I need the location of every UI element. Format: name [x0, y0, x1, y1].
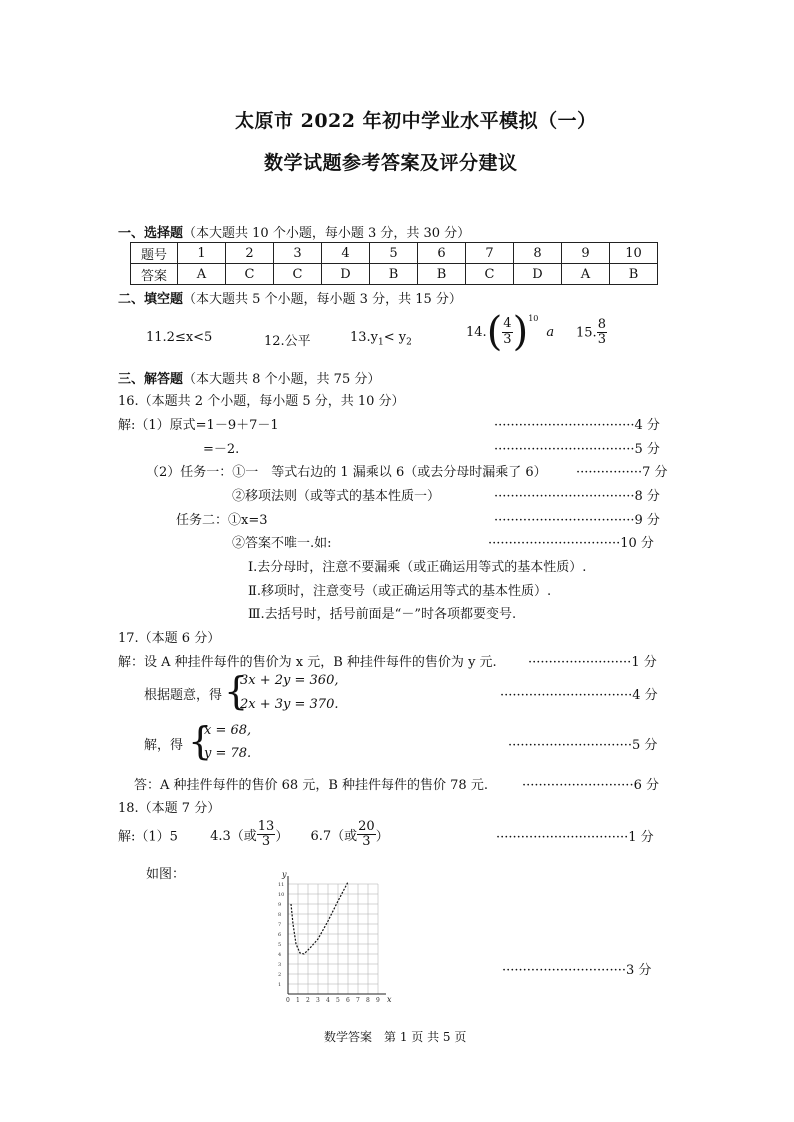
q17-solution-1: x = 68,	[204, 723, 252, 738]
graph-grid	[288, 884, 378, 994]
score-dots: ······························3 分	[502, 963, 652, 978]
page-footer: 数学答案 第 1 页 共 5 页	[324, 1030, 467, 1044]
left-brace-icon: {	[188, 719, 213, 763]
graph-curve	[291, 882, 348, 954]
y-tick-label: 1	[278, 982, 282, 988]
fill-14-exponent: 10	[528, 314, 539, 323]
q18-answer-1: 解:（1）5	[118, 829, 178, 845]
q18-fraction-2	[357, 820, 376, 850]
q18-fraction-2-num: 20	[358, 819, 375, 834]
graph-x-label: x	[387, 995, 392, 1004]
y-tick-label: 4	[278, 952, 282, 958]
y-tick-label: 6	[278, 932, 282, 938]
table-cell: 6	[418, 243, 466, 264]
fill-14-fraction	[502, 317, 512, 347]
score-dots: ································1 分	[496, 830, 654, 845]
y-tick-label: 7	[278, 922, 282, 928]
graph-ticks	[278, 882, 380, 1004]
table-cell: C	[226, 264, 274, 285]
table-cell: 7	[466, 243, 514, 264]
choice-answer-table	[130, 242, 658, 285]
section-fill-note: （本大题共 5 个小题，每小题 3 分，共 15 分）	[183, 292, 462, 307]
table-cell: B	[370, 264, 418, 285]
section-choice-label: 一、选择题	[118, 226, 184, 241]
q17-line-3: 解，得	[144, 738, 184, 753]
q18-fraction-1-num: 13	[257, 819, 275, 834]
section-choice-note: （本大题共 10 个小题，每小题 3 分，共 30 分）	[183, 226, 471, 241]
score-q16-1: 4 分	[634, 418, 660, 433]
score-q16-2: 5 分	[634, 442, 660, 457]
x-tick-label: 4	[326, 997, 330, 1004]
q18-close-paren-2: ）	[375, 829, 389, 845]
right-paren-icon: )	[512, 309, 529, 355]
q18-line-1	[118, 820, 389, 850]
section-solve-heading	[118, 368, 380, 387]
left-brace-icon: {	[224, 669, 249, 713]
y-tick-label: 2	[278, 972, 282, 978]
score-dots: ··································9 分	[494, 513, 660, 528]
q16-line-2: =－2.	[203, 442, 240, 457]
fill-answer-13	[350, 330, 412, 348]
fill-13-sub2: 2	[406, 337, 412, 348]
fill-14-prefix: 14.	[466, 324, 487, 340]
y-tick-label: 8	[278, 912, 282, 918]
score-q16-5: 9 分	[634, 513, 660, 528]
score-q16-4: 8 分	[634, 489, 660, 504]
table-cell: C	[466, 264, 514, 285]
score-dots: ················7 分	[576, 465, 668, 480]
score-dots: ································4 分	[500, 688, 658, 703]
score-q18-2: 3 分	[625, 963, 652, 978]
table-cell: 2	[226, 243, 274, 264]
fill-15-numerator: 8	[597, 317, 606, 332]
q17-solution-2: y = 78.	[204, 746, 252, 761]
score-dots: ································10 分	[488, 536, 654, 551]
q17-heading: 17.（本题 6 分）	[118, 631, 221, 646]
q16-line-5: 任务二：①x=3	[176, 513, 268, 528]
x-tick-label: 5	[336, 997, 340, 1004]
y-tick-label: 11	[278, 882, 285, 888]
fill-answer-15	[576, 318, 607, 348]
x-tick-label: 2	[306, 997, 310, 1004]
left-paren-icon: (	[486, 309, 503, 355]
section-choice-heading	[118, 222, 470, 241]
fill-15-prefix: 15.	[576, 325, 597, 341]
q18-fraction-2-den: 3	[362, 834, 371, 850]
table-cell: A	[562, 264, 610, 285]
fill-answer-14	[466, 309, 555, 360]
table-cell: 10	[610, 243, 658, 264]
fill-13-sub1: 1	[378, 337, 384, 348]
q18-line-2: 如图：	[146, 867, 186, 882]
x-tick-label: 8	[366, 997, 370, 1004]
q18-heading: 18.（本题 7 分）	[118, 801, 221, 816]
q16-line-1: 解:（1）原式=1－9＋7－1	[118, 418, 279, 433]
score-dots: ··································4 分	[494, 418, 660, 433]
fill-14-denominator: 3	[503, 331, 512, 347]
table-cell: 5	[370, 243, 418, 264]
table-cell: B	[610, 264, 658, 285]
fill-answer-11: 11.2≤x<5	[146, 330, 213, 345]
table-row-numbers	[131, 243, 658, 264]
y-tick-label: 10	[278, 892, 285, 898]
table-cell: D	[322, 264, 370, 285]
q17-line-2: 根据题意，得	[144, 688, 223, 703]
table-cell: 9	[562, 243, 610, 264]
q17-equation-1: 3x + 2y = 360,	[240, 673, 339, 688]
q17-equation-2: 2x + 3y = 370.	[240, 697, 339, 712]
score-q17-2: 4 分	[632, 688, 658, 703]
section-fill-heading	[118, 288, 462, 307]
fill-14-variable: a	[546, 324, 555, 340]
y-tick-label: 9	[278, 902, 282, 908]
fill-13-prefix: 13.y	[350, 330, 379, 345]
y-tick-label: 5	[278, 942, 282, 948]
graph-axes	[288, 876, 386, 994]
x-tick-label: 3	[316, 997, 320, 1004]
section-solve-label: 三、解答题	[118, 372, 184, 387]
score-dots: ··································8 分	[494, 489, 660, 504]
q18-function-graph	[276, 870, 396, 1006]
table-row-answers	[131, 264, 658, 285]
table-header-number: 题号	[131, 243, 178, 264]
table-cell: 8	[514, 243, 562, 264]
y-tick-label: 3	[278, 962, 282, 968]
score-dots: ··································5 分	[494, 442, 660, 457]
q16-line-4: ②移项法则（或等式的基本性质一）	[232, 489, 441, 504]
x-tick-label: 9	[376, 997, 380, 1004]
q16-line-7: Ⅰ.去分母时，注意不要漏乘（或正确运用等式的基本性质）.	[248, 560, 587, 575]
table-cell: A	[178, 264, 226, 285]
x-tick-label: 6	[346, 997, 350, 1004]
q16-line-8: Ⅱ.移项时，注意变号（或正确运用等式的基本性质）.	[248, 584, 552, 599]
q18-close-paren-1: ）	[275, 829, 289, 845]
section-fill-label: 二、填空题	[118, 292, 184, 307]
x-tick-label: 1	[296, 997, 300, 1004]
table-cell: D	[514, 264, 562, 285]
score-q17-3: 5 分	[631, 738, 658, 753]
score-q17-1: 1 分	[631, 655, 657, 670]
page-title: 太原市 2022 年初中学业水平模拟（一）	[235, 110, 597, 132]
q17-line-4: 答：A 种挂件每件的售价 68 元，B 种挂件每件的售价 78 元.	[134, 778, 488, 793]
series-line	[291, 882, 348, 954]
graph-y-label: y	[282, 870, 287, 879]
table-header-answer: 答案	[131, 264, 178, 285]
fill-answer-12: 12.公平	[264, 334, 311, 349]
score-dots: ···························6 分	[522, 778, 659, 793]
table-cell: C	[274, 264, 322, 285]
fill-15-denominator: 3	[597, 332, 606, 348]
score-q18-1: 1 分	[628, 830, 654, 845]
q18-answer-2: 4.3（或	[210, 829, 257, 845]
q18-fraction-1	[257, 820, 276, 850]
table-cell: 1	[178, 243, 226, 264]
page-subtitle: 数学试题参考答案及评分建议	[264, 152, 518, 174]
table-cell: 3	[274, 243, 322, 264]
score-q16-3: 7 分	[642, 465, 668, 480]
q16-line-9: Ⅲ.去括号时，括号前面是“－”时各项都要变号.	[248, 607, 517, 622]
x-tick-label: 7	[356, 997, 360, 1004]
q16-heading: 16.（本题共 2 个小题，每小题 5 分，共 10 分）	[118, 394, 405, 409]
q18-fraction-1-den: 3	[261, 834, 271, 850]
table-cell: 4	[322, 243, 370, 264]
fill-14-numerator: 4	[503, 316, 512, 332]
score-q17-4: 6 分	[633, 778, 659, 793]
score-q16-6: 10 分	[620, 536, 654, 551]
q16-line-3: （2）任务一：①一 等式右边的 1 漏乘以 6（或去分母时漏乘了 6）	[146, 465, 547, 480]
fill-15-fraction	[597, 318, 607, 348]
q16-line-6: ②答案不唯一.如:	[232, 536, 332, 551]
q18-answer-3: 6.7（或	[310, 829, 358, 845]
fill-13-mid: < y	[383, 330, 407, 345]
score-dots: ······························5 分	[508, 738, 658, 753]
table-cell: B	[418, 264, 466, 285]
x-tick-label: 0	[286, 997, 290, 1004]
score-dots: ·························1 分	[528, 655, 657, 670]
section-solve-note: （本大题共 8 个小题，共 75 分）	[183, 372, 381, 387]
q17-line-1: 解：设 A 种挂件每件的售价为 x 元，B 种挂件每件的售价为 y 元.	[118, 655, 497, 670]
